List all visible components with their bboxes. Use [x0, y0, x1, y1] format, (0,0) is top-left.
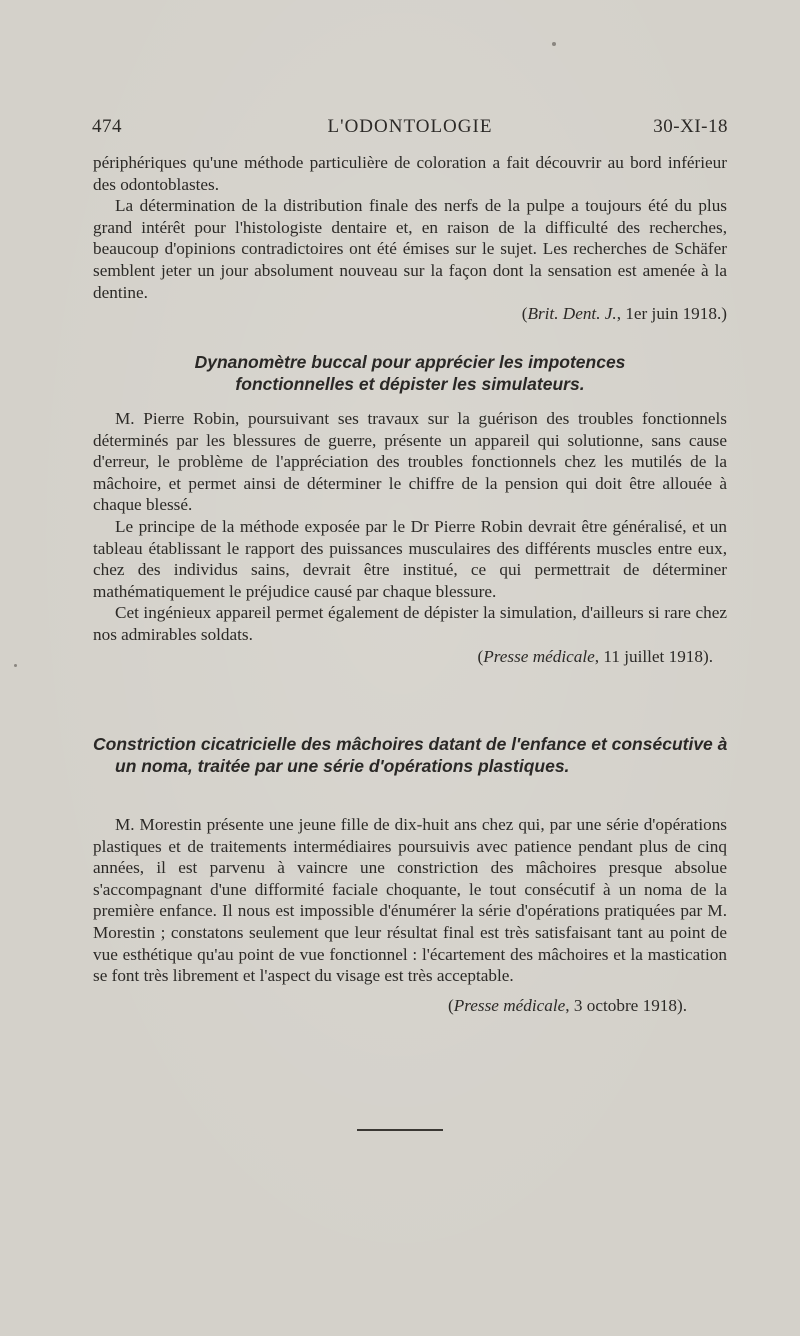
- section-constriction: [93, 814, 727, 1016]
- body-paragraph: M. Pierre Robin, poursuivant ses travaux sur la guérison des troubles fonctionnels déterminés par les blessures de guerre, présente un appareil qui solutionne, sans cause d'erreur, le problème de l'appréciation des troubles fonctionnels chez les mutilés de la mâchoire, et permet ainsi de déterminer le chiffre de la pension qui doit être allouée à chaque blessé.: [93, 409, 727, 515]
- body-paragraph: La détermination de la distribution finale des nerfs de la pulpe a toujours été du plus grand intérêt pour l'histologiste dentaire et, en raison de la difficulté des recherches, beaucoup d'opinions contradictoires ont été émises sur le sujet. Les recherches de Schäfer semblent jeter un jour absolument nouveau sur la façon dont la sensation est amenée à la dentine.: [93, 196, 727, 302]
- section-nerves-pulp: [93, 152, 727, 325]
- citation-source: Presse médicale: [453, 995, 566, 1015]
- journal-title: L'ODONTOLOGIE: [327, 116, 493, 137]
- citation: (Brit. Dent. J., 1er juin 1918.): [521, 304, 727, 324]
- citation-date: , 11 juillet 1918).: [594, 646, 713, 666]
- section-heading-dynanometre: Dynanomètre buccal pour apprécier les impotences fonctionnelles et dépister les simulateurs.: [194, 352, 626, 394]
- citation: (Presse médicale, 3 octobre 1918).: [448, 995, 687, 1015]
- page-number: 474: [92, 116, 122, 137]
- paper-speck: [14, 664, 17, 667]
- citation-date: , 3 octobre 1918).: [565, 995, 687, 1015]
- body-paragraph: Le principe de la méthode exposée par le Dr Pierre Robin devrait être généralisé, et un tableau établissant le rapport des puissances musculaires des différents muscles entre eux, chez des individus sains, devrait être institué, ce qui permettrait de déterminer mathématiquement le préjudice causé par chaque blessure.: [93, 516, 727, 601]
- citation-source: Brit. Dent. J.: [527, 304, 617, 324]
- continuation-paragraph: périphériques qu'une méthode particulière de coloration a fait découvrir au bord inférieur des odontoblastes.: [93, 153, 727, 194]
- citation-source: Presse médicale: [483, 646, 595, 666]
- section-heading-constriction: Constriction cicatricielle des mâchoires datant de l'enfance et consécutive à un noma, traitée par une série d'opérations plastiques.: [93, 734, 728, 776]
- running-head: [92, 116, 728, 142]
- citation-date: , 1er juin 1918.): [616, 304, 727, 324]
- citation: (Presse médicale, 11 juillet 1918).: [477, 646, 713, 666]
- body-paragraph: Cet ingénieux appareil permet également de dépister la simulation, d'ailleurs si rare chez nos admirables soldats.: [93, 603, 727, 644]
- body-paragraph: M. Morestin présente une jeune fille de dix-huit ans chez qui, par une série d'opérations plastiques et de traitements intermédiaires poursuivis avec patience pendant plus de cinq années, il est parvenu à vaincre une constriction des mâchoires presque absolue s'accompagnant d'une difformité faciale choquante, le tout consécutif à un noma de la première enfance. Il nous est impossible d'énumérer la série d'opérations pratiquées par M. Morestin ; constatons seulement que leur résultat final est très satisfaisant tant au point de vue esthétique qu'au point de vue fonctionnel : l'écartement des mâchoires et la mastication se font très librement et l'aspect du visage est très acceptable.: [93, 815, 727, 986]
- issue-date: 30-XI-18: [653, 116, 728, 137]
- paper-speck: [552, 42, 556, 46]
- section-dynanometre: [93, 408, 727, 667]
- end-rule: [357, 1129, 443, 1131]
